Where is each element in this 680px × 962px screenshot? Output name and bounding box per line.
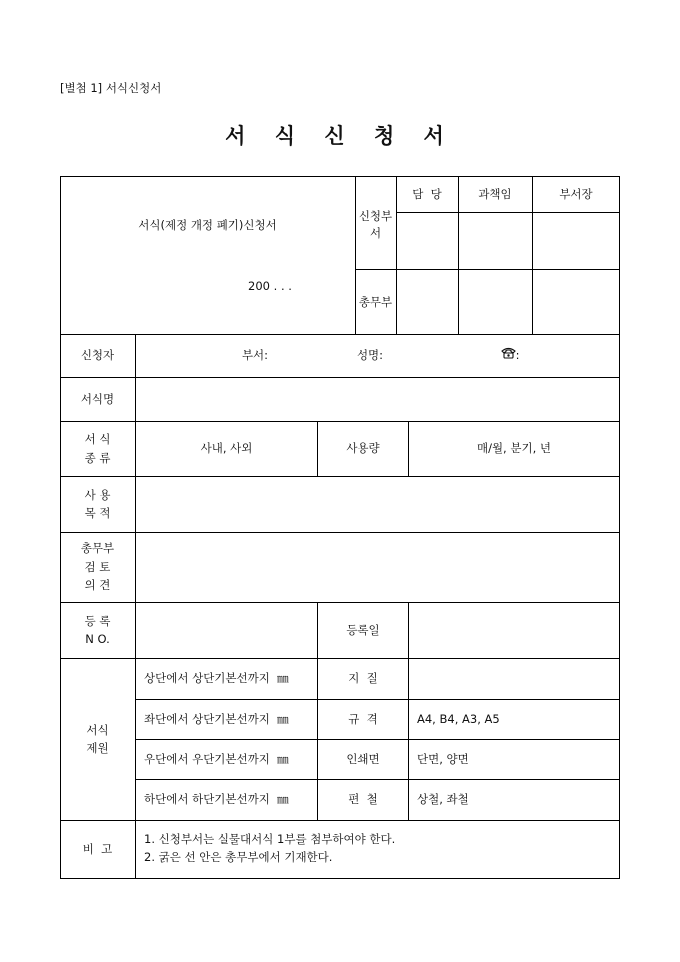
margin-spec-left[interactable]: 좌단에서 상단기본선까지 ㎜	[144, 711, 289, 726]
applicant-phone[interactable]	[490, 334, 530, 377]
print-side-value[interactable]: 단면, 양면	[417, 751, 469, 766]
applicant-dept[interactable]: 부서:	[241, 348, 269, 363]
binding-label: 편 철	[348, 792, 378, 807]
form-name-label: 서식명	[80, 391, 115, 406]
document-title: 서 식 신 청 서	[225, 123, 455, 148]
signature-box[interactable]	[533, 270, 619, 334]
paper-size-label: 규 격	[348, 711, 378, 726]
registration-no-label: 등 록 N O.	[84, 613, 111, 646]
paper-quality-value[interactable]	[409, 658, 619, 699]
form-type-label: 서 식 종 류	[84, 432, 111, 465]
usage-label: 사용량	[346, 441, 380, 456]
requester-dept-label: 신청부 서	[358, 208, 393, 240]
registration-no-field[interactable]	[136, 602, 317, 658]
general-affairs-label: 총무부	[358, 294, 393, 309]
print-side-label: 인쇄면	[346, 751, 380, 766]
signature-box[interactable]	[533, 213, 619, 269]
applicant-name[interactable]: 성명:	[356, 348, 384, 363]
review-opinion-field[interactable]	[136, 532, 619, 602]
signature-box[interactable]	[397, 213, 458, 269]
approval-header-staff: 담 당	[412, 186, 442, 201]
remarks-label: 비 고	[82, 841, 113, 856]
review-opinion-label: 총무부 검 토 의 견	[80, 541, 115, 593]
usage-value[interactable]: 매/월, 분기, 년	[476, 441, 552, 456]
form-subject: 서식(제정 개정 폐기)신청서	[138, 217, 277, 232]
purpose-label: 사 용 목 적	[84, 487, 111, 520]
approval-header-manager: 과책임	[478, 186, 512, 201]
form-type-value[interactable]: 사내, 사외	[200, 441, 253, 456]
margin-spec-top[interactable]: 상단에서 상단기본선까지 ㎜	[144, 671, 289, 686]
paper-quality-label: 지 질	[348, 671, 378, 686]
applicant-label: 신청자	[80, 348, 115, 363]
phone-icon	[501, 346, 516, 364]
form-name-field[interactable]	[136, 377, 619, 421]
approval-header-director: 부서장	[559, 186, 593, 201]
phone-colon: :	[515, 348, 520, 363]
registration-date-field[interactable]	[409, 602, 619, 658]
registration-date-label: 등록일	[346, 622, 380, 637]
signature-box[interactable]	[397, 270, 458, 334]
margin-spec-right[interactable]: 우단에서 우단기본선까지 ㎜	[144, 751, 289, 766]
application-date: 200 . . .	[248, 278, 292, 293]
remark-line-2: 2. 굵은 선 안은 총무부에서 기재한다.	[144, 850, 333, 864]
paper-size-value[interactable]: A4, B4, A3, A5	[417, 711, 500, 726]
signature-box[interactable]	[459, 270, 532, 334]
attachment-label: [별첨 1] 서식신청서	[60, 81, 162, 95]
form-specs-label: 서식 제원	[86, 722, 109, 755]
purpose-field[interactable]	[136, 476, 619, 532]
margin-spec-bottom[interactable]: 하단에서 하단기본선까지 ㎜	[144, 792, 289, 807]
binding-value[interactable]: 상철, 좌철	[417, 792, 469, 807]
signature-box[interactable]	[459, 213, 532, 269]
remark-line-1: 1. 신청부서는 실물대서식 1부를 첨부하여야 한다.	[144, 832, 396, 847]
remarks-text	[136, 820, 619, 878]
